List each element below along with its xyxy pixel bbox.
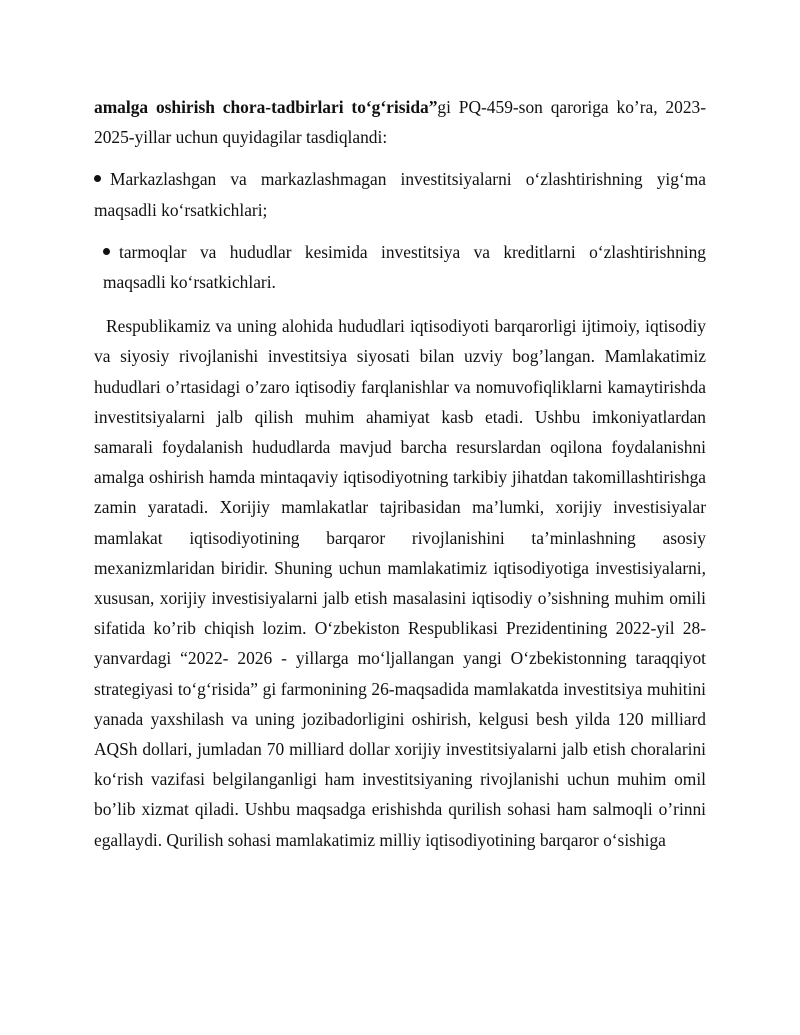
intro-paragraph [94, 92, 706, 152]
bullet-item [94, 237, 706, 297]
bullet-text: Markazlashgan va markazlashmagan investitsiyalarni o‘zlashtirishning yig‘ma maqsadli ko‘rsatkichlari; [94, 169, 706, 220]
bullet-dot-icon [103, 248, 110, 255]
bullet-item [94, 164, 706, 224]
bullet-text: tarmoqlar va hududlar kesimida investitsiya va kreditlarni o‘zlashtirishning maqsadli ko‘rsatkichlari. [103, 241, 706, 293]
bullet-dot-icon [94, 175, 101, 182]
decree-title-fragment: amalga oshirish chora-tadbirlari to‘g‘risida” [94, 97, 438, 117]
body-paragraph: Respublikamiz va uning alohida hududlari iqtisodiyoti barqarorligi ijtimoiy, iqtisodiy va siyosiy rivojlanishi investitsiya siyosati bilan uzviy bog’langan. Mamlakatimiz hududlari o’rtasidagi o’zaro iqtisodiy farqlanishlar va nomuvofiqliklarni kamaytirishda investitsiyalarni jalb qilish muhim ahamiyat kasb etadi. Ushbu imkoniyatlardan samarali foydalanish hududlarda mavjud barcha resurslardan oqilona foydalanishni amalga oshirish hamda mintaqaviy iqtisodiyotning tarkibiy jihatdan takomillashtirishga zamin yaratadi. Xorijiy mamlakatlar tajribasidan ma’lumki, xorijiy investisiyalar mamlakat iqtisodiyotining barqaror rivojlanishini ta’minlashning asosiy mexanizmlaridan biridir. Shuning uchun mamlakatimiz iqtisodiyotiga investisiyalarni, xususan, xorijiy investisiyalarni jalb etish masalasini iqtisodiy o’sishning muhim omili sifatida ko’rib chiqish lozim. O‘zbekiston Respublikasi Prezidentining 2022-yil 28-yanvardagi “2022- 2026 - yillarga mo‘ljallangan yangi O‘zbekistonning taraqqiyot strategiyasi to‘g‘risida” gi farmonining 26-maqsadida mamlakatda investitsiya muhitini yanada yaxshilash va uning jozibadorligini oshirish, kelgusi besh yilda 120 milliard AQSh dollari, jumladan 70 milliard dollar xorijiy investitsiyalarni jalb etish choralarini ko‘rish vazifasi belgilanganligi ham investitsiyaning rivojlanishi uchun muhim omil bo’lib xizmat qiladi. Ushbu maqsadga erishishda qurilish sohasi ham salmoqli o’rinni egallaydi. Qurilish sohasi mamlakatimiz milliy iqtisodiyotining barqaror o‘sishiga [94, 316, 706, 850]
intro-text: gi PQ-459-son qaroriga ko’ra, 2023-2025-yillar uchun quyidagilar tasdiqlandi: [94, 97, 706, 148]
document-page [94, 92, 706, 855]
